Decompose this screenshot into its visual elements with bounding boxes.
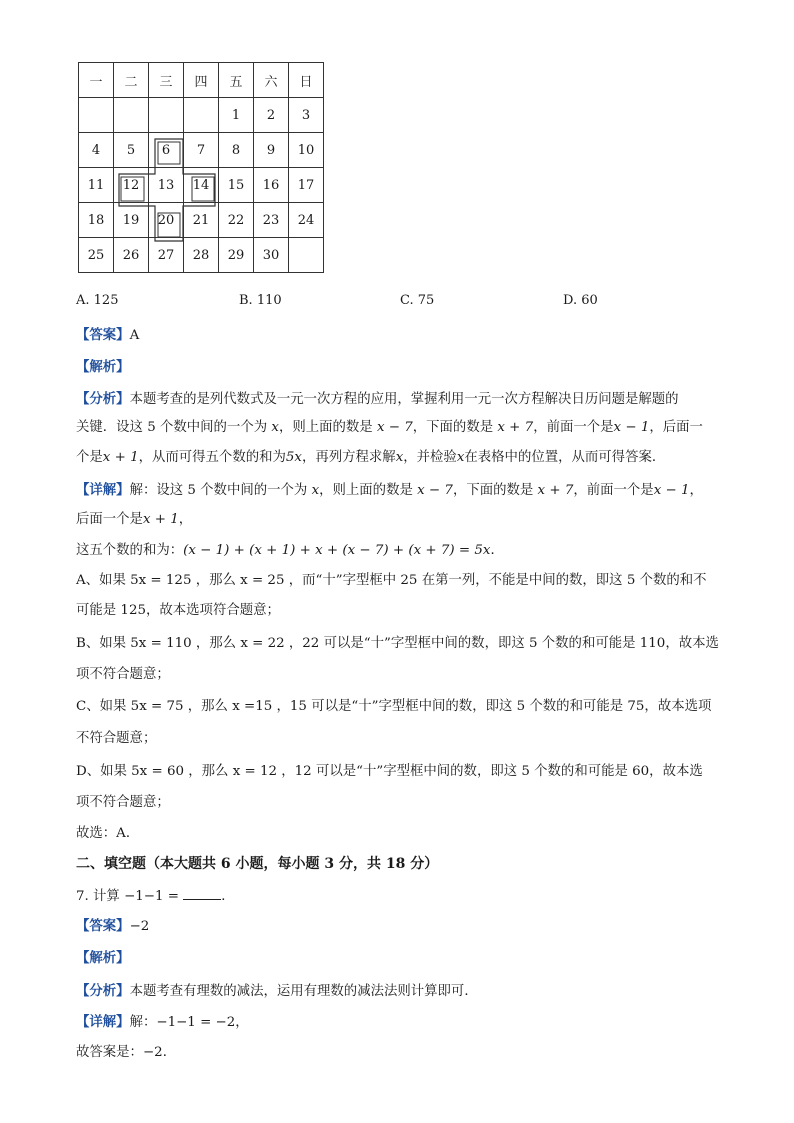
calendar-row [79, 203, 324, 238]
calendar-cell: 5 [114, 133, 149, 168]
detail-text: ，下面的数是 [452, 483, 534, 498]
q7-question-text: 7. 计算 −1−1 = [76, 889, 180, 904]
answer-blank [183, 887, 221, 900]
calendar-cell: 29 [219, 238, 254, 273]
q7-fenxi-line [76, 982, 726, 1001]
detail-text: ， [689, 483, 703, 498]
calendar-header-row [79, 63, 324, 98]
fenxi-text: 本题考查的是列代数式及一元一次方程的应用，掌握利用一元一次方程解决日历问题是解题的 [129, 392, 679, 407]
calendar-cell: 28 [184, 238, 219, 273]
answer-options [76, 293, 716, 311]
fenxi-text: 个是 [76, 450, 103, 465]
calendar-header-cell: 三 [149, 63, 184, 98]
calendar-row [79, 238, 324, 273]
math-x-minus-1: x − 1 [613, 420, 650, 435]
option-c: C. 75 [400, 293, 435, 308]
q6-analysis-line [76, 358, 726, 377]
fenxi-text: ，下面的数是 [412, 420, 494, 435]
calendar-cell: 24 [289, 203, 324, 238]
fenxi-text: ，再列方程求解 [301, 450, 396, 465]
calendar-cell: 3 [289, 98, 324, 133]
detail-text: 后面一个是 [76, 512, 143, 527]
math-x-plus-7: x + 7 [497, 420, 534, 435]
section-heading: 二、填空题（本大题共 6 小题，每小题 3 分，共 18 分） [76, 856, 439, 872]
fenxi-text: ，并检验 [403, 450, 457, 465]
q7-analysis-line [76, 949, 726, 968]
math-x-plus-1: x + 1 [102, 450, 139, 465]
calendar-cell: 19 [114, 203, 149, 238]
sum-end: ． [490, 543, 504, 558]
calendar-row [79, 168, 324, 203]
fenxi-text: ，从而可得五个数的和为 [138, 450, 286, 465]
option-c-explanation-line-2: 不符合题意； [76, 731, 157, 746]
calendar-row [79, 98, 324, 133]
calendar-cell [149, 98, 184, 133]
q7-answer-line [76, 917, 726, 936]
calendar-cell: 8 [219, 133, 254, 168]
fenxi-text: 在表格中的位置，从而可得答案． [464, 450, 666, 465]
option-b: B. 110 [239, 293, 282, 308]
answer-tag: 【答案】 [76, 918, 130, 934]
calendar-cell: 15 [219, 168, 254, 203]
fenxi-tag: 【分析】 [76, 391, 130, 407]
q6-fenxi-line-1 [76, 390, 726, 409]
q7-detail-line [76, 1013, 726, 1032]
detail-text: 解：−1−1 = −2， [129, 1015, 249, 1030]
analysis-tag: 【解析】 [76, 359, 130, 375]
option-b-explanation-line-2: 项不符合题意； [76, 667, 170, 682]
calendar-cell: 25 [79, 238, 114, 273]
detail-tag: 【详解】 [76, 1014, 130, 1030]
q6-detail-line-2 [76, 511, 726, 529]
calendar-cell: 4 [79, 133, 114, 168]
calendar-cell [289, 238, 324, 273]
q6-sum-line [76, 542, 726, 560]
q7-final-line: 故答案是：−2． [76, 1045, 177, 1060]
math-x-plus-1: x + 1 [142, 512, 179, 527]
calendar-cell: 21 [184, 203, 219, 238]
q7-question-end: ． [221, 889, 235, 904]
calendar-row [79, 133, 324, 168]
calendar-cell [114, 98, 149, 133]
option-d-explanation-line-2: 项不符合题意； [76, 795, 170, 810]
calendar-cell: 1 [219, 98, 254, 133]
calendar-cell: 22 [219, 203, 254, 238]
q7-question-line [76, 887, 726, 906]
calendar-header-cell: 日 [289, 63, 324, 98]
calendar-header-cell: 六 [254, 63, 289, 98]
detail-text: ， [178, 512, 193, 527]
detail-text: ，则上面的数是 [319, 483, 413, 498]
analysis-tag: 【解析】 [76, 950, 130, 966]
option-a-explanation-line-1: A、如果 5x = 125 ，那么 x = 25 ，而“十”字型框中 25 在第一列，不能是中间的数，即这 5 个数的和不 [76, 573, 707, 588]
q6-fenxi-line-2 [76, 419, 726, 437]
calendar-cell: 10 [289, 133, 324, 168]
calendar-cell: 26 [114, 238, 149, 273]
fenxi-text: ，后面一 [649, 420, 703, 435]
option-c-explanation-line-1: C、如果 5x = 75 ，那么 x =15 ，15 可以是“十”字型框中间的数，即这 5 个数的和可能是 75，故本选项 [76, 699, 712, 714]
q6-detail-line-1 [76, 481, 726, 500]
calendar-cell: 17 [289, 168, 324, 203]
fenxi-text: ，则上面的数是 [278, 420, 373, 435]
calendar-cell: 20 [149, 203, 184, 238]
calendar-cell: 14 [184, 168, 219, 203]
answer-value: A [129, 328, 140, 343]
math-x-minus-1: x − 1 [653, 483, 690, 498]
q6-fenxi-line-3 [76, 449, 726, 467]
option-d: D. 60 [563, 293, 598, 308]
option-b-explanation-line-1: B、如果 5x = 110 ，那么 x = 22 ，22 可以是“十”字型框中间的数，即这 5 个数的和可能是 110，故本选 [76, 636, 719, 651]
fenxi-text: 关键．设这 5 个数中间的一个为 [76, 420, 268, 435]
calendar-cell: 30 [254, 238, 289, 273]
q6-answer-line [76, 326, 726, 345]
math-x: x [311, 483, 320, 498]
calendar-cell: 27 [149, 238, 184, 273]
calendar-cell: 23 [254, 203, 289, 238]
math-x: x [271, 420, 279, 435]
math-5x: 5x [285, 450, 302, 465]
calendar-cell: 6 [149, 133, 184, 168]
calendar-cell: 2 [254, 98, 289, 133]
fenxi-tag: 【分析】 [76, 983, 130, 999]
calendar-header-cell: 二 [114, 63, 149, 98]
detail-text: ，前面一个是 [573, 483, 654, 498]
calendar-cell [184, 98, 219, 133]
answer-tag: 【答案】 [76, 327, 130, 343]
math-x-minus-7: x − 7 [376, 420, 413, 435]
calendar-cell: 9 [254, 133, 289, 168]
calendar-cell: 13 [149, 168, 184, 203]
calendar-cell: 16 [254, 168, 289, 203]
math-x: x [395, 450, 404, 465]
fenxi-text: 本题考查有理数的减法，运用有理数的减法法则计算即可． [129, 984, 478, 999]
calendar-header-cell: 五 [219, 63, 254, 98]
calendar-header-cell: 一 [79, 63, 114, 98]
sum-expression: (x − 1) + (x + 1) + x + (x − 7) + (x + 7) = 5x [183, 543, 491, 558]
calendar-cell [79, 98, 114, 133]
math-x-minus-7: x − 7 [417, 483, 453, 498]
math-x-plus-7: x + 7 [537, 483, 574, 498]
detail-tag: 【详解】 [76, 482, 130, 498]
calendar-header-cell: 四 [184, 63, 219, 98]
sum-label: 这五个数的和为： [76, 543, 184, 558]
option-a: A. 125 [76, 293, 119, 308]
calendar-cell: 18 [79, 203, 114, 238]
option-a-explanation-line-2: 可能是 125，故本选项符合题意； [76, 603, 280, 618]
fenxi-text: ，前面一个是 [533, 420, 614, 435]
math-x: x [456, 450, 465, 465]
calendar-cell: 12 [114, 168, 149, 203]
answer-value: −2 [129, 919, 150, 934]
detail-text: 解：设这 5 个数中间的一个为 [129, 483, 308, 498]
q6-choose-line: 故选：A． [76, 826, 140, 841]
calendar-cell: 11 [79, 168, 114, 203]
option-d-explanation-line-1: D、如果 5x = 60 ，那么 x = 12 ，12 可以是“十”字型框中间的数，即这 5 个数的和可能是 60，故本选 [76, 764, 703, 779]
calendar-table [78, 62, 324, 273]
calendar-cell: 7 [184, 133, 219, 168]
